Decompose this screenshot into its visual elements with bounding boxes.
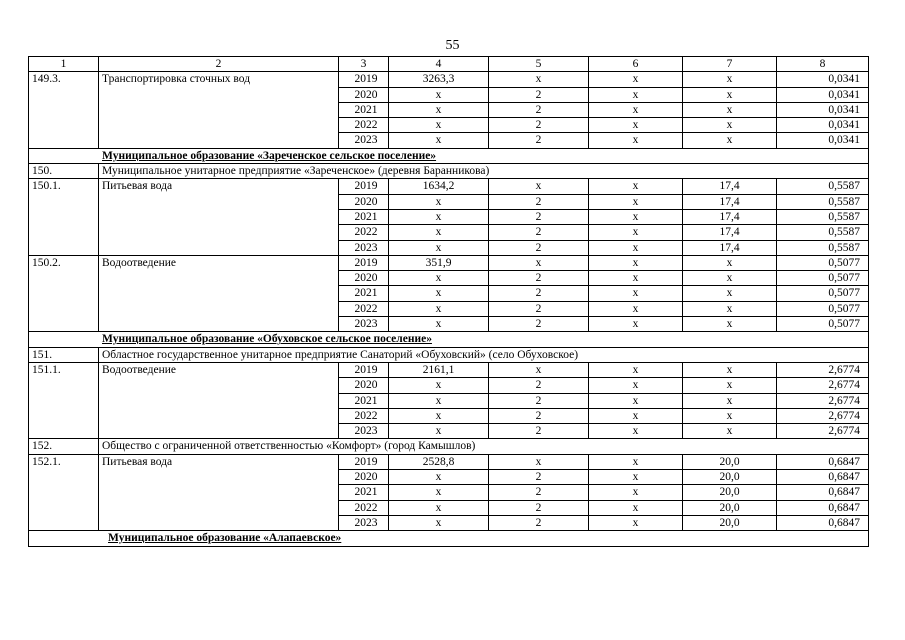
value-col-5: 2	[489, 225, 589, 240]
value-col-4: x	[389, 194, 489, 209]
value-col-6: x	[589, 500, 683, 515]
value-col-6: x	[589, 133, 683, 148]
value-col-5: x	[489, 255, 589, 270]
value-col-4: x	[389, 408, 489, 423]
service-name: Питьевая вода	[99, 454, 339, 530]
row-index: 152.1.	[29, 454, 99, 530]
value-col-7: x	[683, 286, 777, 301]
value-col-5: 2	[489, 424, 589, 439]
page-number: 55	[445, 38, 460, 53]
value-col-8: 2,6774	[777, 378, 869, 393]
value-col-4: 2528,8	[389, 454, 489, 469]
value-col-8: 0,0341	[777, 118, 869, 133]
value-col-5: 2	[489, 500, 589, 515]
year-cell: 2021	[339, 485, 389, 500]
row-index: 149.3.	[29, 72, 99, 148]
value-col-8: 0,5587	[777, 209, 869, 224]
value-col-5: 2	[489, 317, 589, 332]
year-cell: 2019	[339, 454, 389, 469]
value-col-4: 1634,2	[389, 179, 489, 194]
value-col-4: 351,9	[389, 255, 489, 270]
value-col-7: x	[683, 424, 777, 439]
value-col-7: x	[683, 317, 777, 332]
row-index: 150.	[29, 164, 99, 179]
value-col-4: x	[389, 209, 489, 224]
section-row	[29, 531, 869, 546]
value-col-8: 0,5077	[777, 271, 869, 286]
value-col-8: 2,6774	[777, 393, 869, 408]
year-cell: 2023	[339, 240, 389, 255]
value-col-5: 2	[489, 271, 589, 286]
row-index: 151.1.	[29, 362, 99, 438]
value-col-8: 0,5587	[777, 179, 869, 194]
value-col-7: 20,0	[683, 515, 777, 530]
row-index: 150.1.	[29, 179, 99, 255]
organization-row	[29, 347, 869, 362]
table-row	[29, 255, 869, 270]
tariff-table	[28, 56, 869, 547]
section-row	[29, 332, 869, 347]
value-col-5: x	[489, 362, 589, 377]
value-col-7: 17,4	[683, 209, 777, 224]
value-col-7: x	[683, 408, 777, 423]
value-col-8: 0,0341	[777, 102, 869, 117]
organization-name: Муниципальное унитарное предприятие «Зареченское» (деревня Баранникова)	[99, 164, 869, 179]
value-col-5: 2	[489, 378, 589, 393]
service-name: Водоотведение	[99, 362, 339, 438]
value-col-8: 0,0341	[777, 87, 869, 102]
value-col-4: x	[389, 317, 489, 332]
year-cell: 2019	[339, 362, 389, 377]
row-index: 152.	[29, 439, 99, 454]
value-col-5: 2	[489, 301, 589, 316]
column-header: 6	[589, 57, 683, 72]
value-col-6: x	[589, 209, 683, 224]
value-col-4: 3263,3	[389, 72, 489, 87]
value-col-5: 2	[489, 102, 589, 117]
column-header: 4	[389, 57, 489, 72]
value-col-8: 0,6847	[777, 470, 869, 485]
table-row	[29, 179, 869, 194]
column-header: 3	[339, 57, 389, 72]
column-header: 7	[683, 57, 777, 72]
value-col-7: x	[683, 102, 777, 117]
value-col-4: x	[389, 485, 489, 500]
year-cell: 2019	[339, 255, 389, 270]
year-cell: 2021	[339, 102, 389, 117]
year-cell: 2019	[339, 179, 389, 194]
value-col-8: 0,6847	[777, 500, 869, 515]
value-col-6: x	[589, 102, 683, 117]
value-col-4: x	[389, 515, 489, 530]
value-col-5: 2	[489, 470, 589, 485]
year-cell: 2023	[339, 424, 389, 439]
value-col-5: 2	[489, 87, 589, 102]
value-col-5: 2	[489, 393, 589, 408]
year-cell: 2022	[339, 408, 389, 423]
value-col-6: x	[589, 87, 683, 102]
service-name: Водоотведение	[99, 255, 339, 331]
value-col-6: x	[589, 225, 683, 240]
value-col-8: 2,6774	[777, 408, 869, 423]
value-col-5: 2	[489, 286, 589, 301]
column-header: 1	[29, 57, 99, 72]
value-col-4: x	[389, 424, 489, 439]
value-col-6: x	[589, 179, 683, 194]
column-header: 2	[99, 57, 339, 72]
value-col-8: 2,6774	[777, 362, 869, 377]
value-col-5: 2	[489, 515, 589, 530]
value-col-7: x	[683, 378, 777, 393]
value-col-8: 0,5587	[777, 194, 869, 209]
year-cell: 2019	[339, 72, 389, 87]
value-col-7: x	[683, 133, 777, 148]
table-row	[29, 362, 869, 377]
row-index: 150.2.	[29, 255, 99, 331]
value-col-7: 17,4	[683, 194, 777, 209]
value-col-6: x	[589, 362, 683, 377]
organization-name: Областное государственное унитарное предприятие Санаторий «Обуховский» (село Обуховское)	[99, 347, 869, 362]
value-col-6: x	[589, 271, 683, 286]
value-col-6: x	[589, 378, 683, 393]
value-col-8: 0,5077	[777, 286, 869, 301]
value-col-6: x	[589, 515, 683, 530]
year-cell: 2022	[339, 301, 389, 316]
section-row	[29, 148, 869, 163]
value-col-6: x	[589, 408, 683, 423]
organization-row	[29, 164, 869, 179]
value-col-7: 17,4	[683, 240, 777, 255]
value-col-8: 2,6774	[777, 424, 869, 439]
value-col-8: 0,5077	[777, 317, 869, 332]
service-name: Питьевая вода	[99, 179, 339, 255]
year-cell: 2022	[339, 118, 389, 133]
row-index: 151.	[29, 347, 99, 362]
value-col-7: 20,0	[683, 500, 777, 515]
value-col-7: 17,4	[683, 179, 777, 194]
year-cell: 2020	[339, 378, 389, 393]
year-cell: 2021	[339, 209, 389, 224]
value-col-8: 0,5587	[777, 225, 869, 240]
value-col-4: x	[389, 393, 489, 408]
value-col-7: x	[683, 87, 777, 102]
value-col-6: x	[589, 194, 683, 209]
value-col-8: 0,5077	[777, 301, 869, 316]
value-col-4: x	[389, 240, 489, 255]
value-col-8: 0,5077	[777, 255, 869, 270]
value-col-8: 0,5587	[777, 240, 869, 255]
organization-row	[29, 439, 869, 454]
column-header: 8	[777, 57, 869, 72]
value-col-4: x	[389, 87, 489, 102]
value-col-4: x	[389, 102, 489, 117]
value-col-8: 0,0341	[777, 133, 869, 148]
value-col-5: 2	[489, 485, 589, 500]
value-col-5: x	[489, 454, 589, 469]
year-cell: 2023	[339, 317, 389, 332]
value-col-6: x	[589, 118, 683, 133]
section-title: Муниципальное образование «Алапаевское»	[29, 531, 869, 546]
year-cell: 2020	[339, 470, 389, 485]
value-col-4: x	[389, 118, 489, 133]
value-col-4: x	[389, 500, 489, 515]
value-col-6: x	[589, 301, 683, 316]
year-cell: 2020	[339, 194, 389, 209]
value-col-7: x	[683, 393, 777, 408]
year-cell: 2021	[339, 286, 389, 301]
value-col-6: x	[589, 286, 683, 301]
section-title: Муниципальное образование «Зареченское сельское поселение»	[29, 148, 869, 163]
value-col-7: x	[683, 255, 777, 270]
value-col-5: 2	[489, 209, 589, 224]
value-col-5: 2	[489, 133, 589, 148]
year-cell: 2023	[339, 515, 389, 530]
value-col-6: x	[589, 393, 683, 408]
value-col-5: x	[489, 72, 589, 87]
service-name: Транспортировка сточных вод	[99, 72, 339, 148]
value-col-6: x	[589, 317, 683, 332]
table-row	[29, 72, 869, 87]
value-col-6: x	[589, 255, 683, 270]
value-col-7: 20,0	[683, 470, 777, 485]
value-col-4: 2161,1	[389, 362, 489, 377]
year-cell: 2022	[339, 500, 389, 515]
value-col-5: 2	[489, 408, 589, 423]
value-col-8: 0,6847	[777, 485, 869, 500]
value-col-7: x	[683, 362, 777, 377]
value-col-7: x	[683, 118, 777, 133]
value-col-6: x	[589, 454, 683, 469]
value-col-7: x	[683, 301, 777, 316]
value-col-7: x	[683, 72, 777, 87]
value-col-4: x	[389, 133, 489, 148]
value-col-8: 0,6847	[777, 454, 869, 469]
value-col-6: x	[589, 72, 683, 87]
value-col-5: 2	[489, 118, 589, 133]
organization-name: Общество с ограниченной ответственностью «Комфорт» (город Камышлов)	[99, 439, 869, 454]
value-col-6: x	[589, 485, 683, 500]
value-col-8: 0,6847	[777, 515, 869, 530]
value-col-5: 2	[489, 240, 589, 255]
column-header: 5	[489, 57, 589, 72]
value-col-7: 17,4	[683, 225, 777, 240]
value-col-4: x	[389, 225, 489, 240]
value-col-4: x	[389, 378, 489, 393]
value-col-8: 0,0341	[777, 72, 869, 87]
value-col-6: x	[589, 424, 683, 439]
value-col-4: x	[389, 301, 489, 316]
value-col-7: 20,0	[683, 485, 777, 500]
value-col-7: x	[683, 271, 777, 286]
year-cell: 2022	[339, 225, 389, 240]
section-title: Муниципальное образование «Обуховское сельское поселение»	[29, 332, 869, 347]
year-cell: 2021	[339, 393, 389, 408]
value-col-4: x	[389, 271, 489, 286]
table-row	[29, 454, 869, 469]
year-cell: 2020	[339, 87, 389, 102]
year-cell: 2020	[339, 271, 389, 286]
value-col-6: x	[589, 240, 683, 255]
value-col-5: x	[489, 179, 589, 194]
value-col-5: 2	[489, 194, 589, 209]
value-col-4: x	[389, 470, 489, 485]
value-col-7: 20,0	[683, 454, 777, 469]
value-col-6: x	[589, 470, 683, 485]
year-cell: 2023	[339, 133, 389, 148]
header-row	[29, 57, 869, 72]
value-col-4: x	[389, 286, 489, 301]
